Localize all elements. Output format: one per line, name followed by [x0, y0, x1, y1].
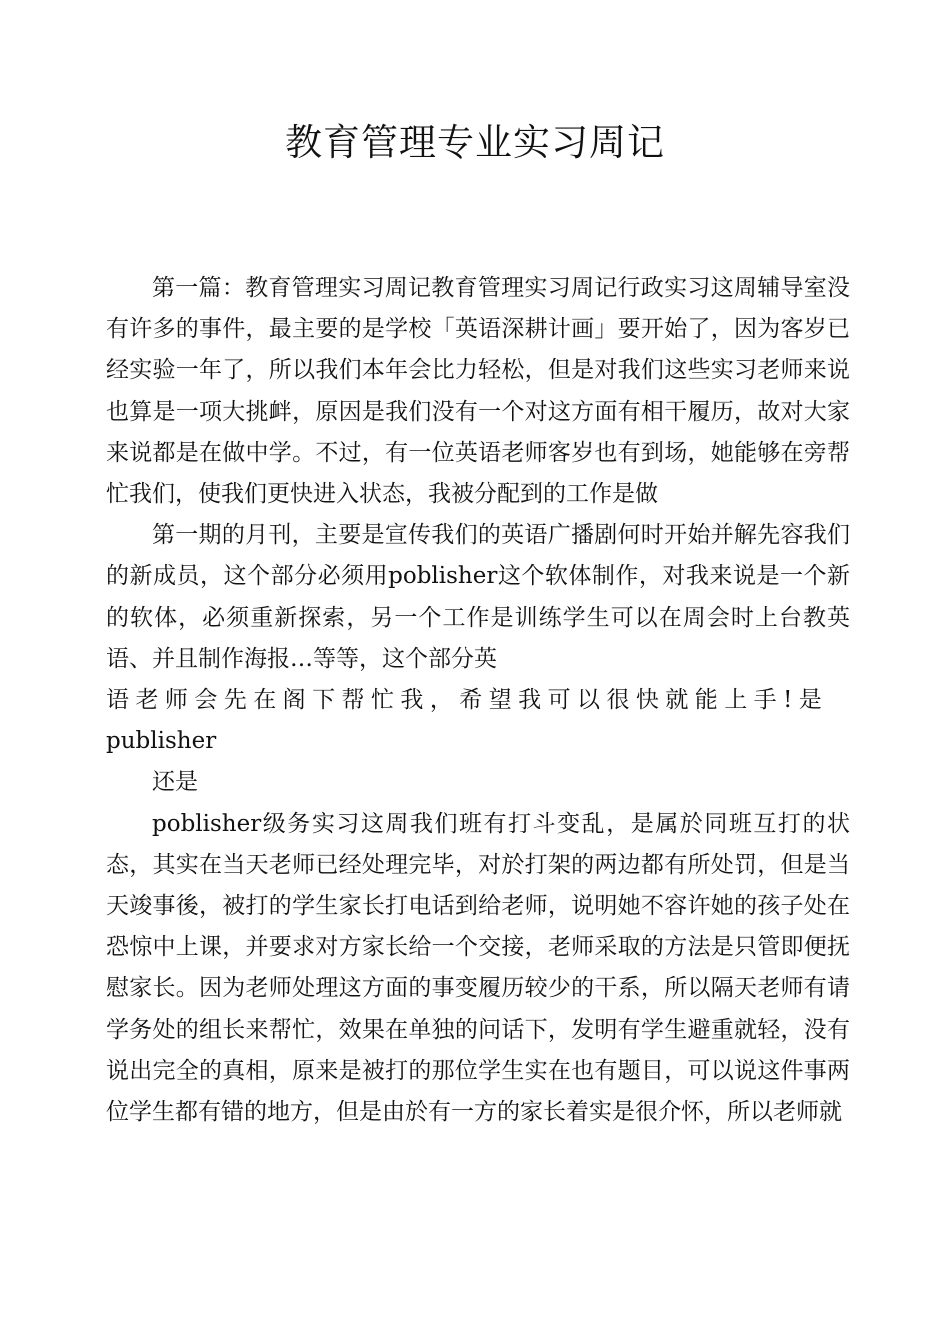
document-body [106, 268, 850, 1133]
paragraph-2-continuation: 语老师会先在阁下帮忙我，希望我可以很快就能上手!是 [106, 687, 829, 714]
paragraph-haishi: 还是 [152, 769, 198, 796]
paragraph-3: poblisher级务实习这周我们班有打斗变乱，是属於同班互打的状态，其实在当天老师已经处理完毕，对於打架的两边都有所处罚，但是当天竣事後，被打的学生家长打电话到给老师，说明她不容许她的孩子处在恐惊中上课，并要求对方家长给一个交接，老师采取的方法是只管即便抚慰家长。因为老师处理这方面的事变履历较少的干系，所以隔天老师有请学务处的组长来帮忙，效果在单独的问话下，发明有学生避重就轻，没有说出完全的真相，原来是被打的那位学生实在也有题目，可以说这件事两位学生都有错的地方，但是由於有一方的家长着实是很介怀，所以老师就 [106, 810, 850, 1126]
document-title: 教育管理专业实习周记 [285, 121, 665, 164]
paragraph-2: 第一期的月刊，主要是宣传我们的英语广播剧何时开始并解先容我们的新成员，这个部分必须用poblisher这个软体制作，对我来说是一个新的软体，必须重新探索，另一个工作是训练学生可以在周会时上台教英语、并且制作海报…等等，这个部分英 [106, 522, 850, 672]
paragraph-publisher: publisher [106, 728, 217, 755]
paragraph-1: 第一篇：教育管理实习周记教育管理实习周记行政实习这周辅导室没有许多的事件，最主要的是学校「英语深耕计画」要开始了，因为客岁已经实验一年了，所以我们本年会比力轻松，但是对我们这些实习老师来说也算是一项大挑衅，原因是我们没有一个对这方面有相干履历，故对大家来说都是在做中学。不过，有一位英语老师客岁也有到场，她能够在旁帮忙我们，使我们更快进入状态，我被分配到的工作是做 [106, 275, 850, 508]
